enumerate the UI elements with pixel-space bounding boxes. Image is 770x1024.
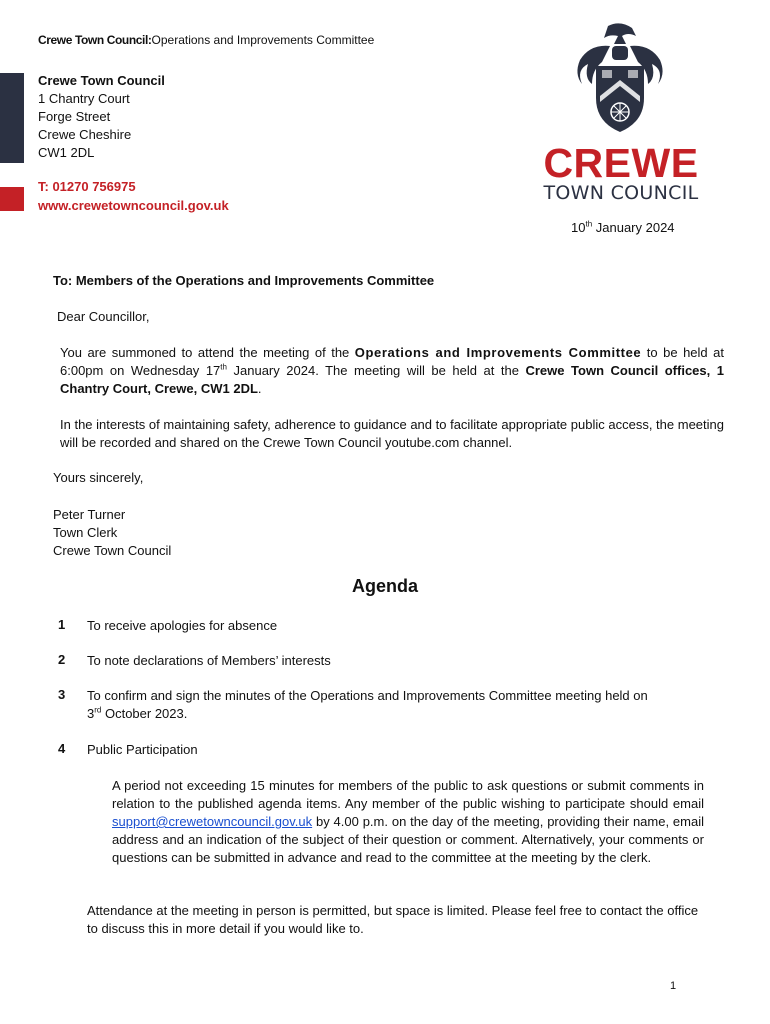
salutation: Dear Councillor,: [57, 309, 150, 324]
header-committee: Operations and Improvements Committee: [151, 33, 375, 47]
council-crest-icon: [570, 22, 670, 134]
minutes-text: To confirm and sign the minutes of the Operations and Improvements Committee meeting held on: [87, 688, 648, 703]
council-logo: [535, 140, 707, 204]
pp-text-b: by 4.00 p.m. on the day of the meeting, providing their name, email address and an indication of the subject of their question or comment. Alternatively, your comments or questions can be submitted in advance and read to the committee at the meeting by the clerk.: [112, 814, 704, 865]
address-line3: Crewe Cheshire: [38, 127, 132, 142]
date-suffix: th: [585, 219, 593, 229]
agenda-item-text: To receive apologies for absence: [87, 618, 278, 633]
website-link[interactable]: www.crewetowncouncil.gov.uk: [38, 198, 229, 213]
letter-date: [571, 220, 675, 235]
date-rest: January 2024: [592, 220, 675, 235]
signature-block: [53, 506, 171, 560]
recording-paragraph: In the interests of maintaining safety, adherence to guidance and to facilitate appropriate public access, the meeting will be recorded and shared on the Crewe Town Council youtube.com channel.: [60, 417, 724, 450]
address-line2: Forge Street: [38, 109, 111, 124]
address-block: [38, 72, 165, 162]
phone-number: T: 01270 756975: [38, 179, 136, 194]
summons-paragraph: [60, 344, 724, 398]
summons-text-d: .: [257, 381, 262, 396]
agenda-item-text: [87, 687, 727, 723]
agenda-item-number: 1: [58, 617, 66, 632]
address-line1: 1 Chantry Court: [38, 91, 130, 106]
summons-text-c: January 2024. The meeting will be held at the: [226, 363, 526, 378]
minutes-month: October 2023.: [101, 706, 188, 721]
support-email-link[interactable]: support@crewetowncouncil.gov.uk: [112, 814, 313, 829]
public-participation-paragraph: [112, 777, 704, 867]
agenda-item-number: 2: [58, 652, 66, 667]
agenda-item-number: 3: [58, 687, 66, 702]
pp-text-a: A period not exceeding 15 minutes for members of the public to ask questions or submit comments in relation to the published agenda items. Any member of the public wishing to participate should email: [112, 778, 704, 811]
logo-crewe: CREWE: [543, 140, 699, 186]
venue: Crewe Town Council offices, 1 Chantry Court, Crewe, CW1 2DL: [60, 363, 725, 396]
running-header: [38, 33, 374, 47]
committee-name: Operations and Improvements Committee: [354, 345, 642, 360]
page-number: 1: [670, 980, 677, 992]
closing: Yours sincerely,: [53, 470, 144, 485]
contact-block: [38, 177, 229, 215]
agenda-item-number: 4: [58, 741, 66, 756]
signer-org: Crewe Town Council: [53, 543, 172, 558]
signer-name: Peter Turner: [53, 507, 126, 522]
address-line4: CW1 2DL: [38, 145, 95, 160]
minutes-day-suffix: rd: [94, 705, 102, 715]
attendance-paragraph: Attendance at the meeting in person is permitted, but space is limited. Please feel free to contact the office to discuss this in more detail if you would like to.: [87, 903, 699, 936]
recipient-line: To: Members of the Operations and Improvements Committee: [53, 273, 435, 288]
agenda-heading: Agenda: [351, 576, 418, 596]
summons-text-b: to be held at 6:00pm on Wednesday 17: [60, 345, 724, 378]
date-day: 10: [571, 220, 586, 235]
header-org: Crewe Town Council:: [38, 33, 152, 47]
side-accent-dark: [0, 73, 24, 163]
agenda-item-text: To note declarations of Members’ interests: [87, 653, 331, 668]
summons-day-suffix: th: [220, 362, 227, 372]
logo-town-council: TOWN COUNCIL: [543, 182, 699, 204]
signer-title: Town Clerk: [53, 525, 118, 540]
agenda-item-text: Public Participation: [87, 742, 198, 757]
side-accent-red: [0, 187, 24, 211]
summons-text-a: You are summoned to attend the meeting of the: [60, 345, 355, 360]
address-name: Crewe Town Council: [38, 73, 165, 88]
minutes-day: 3: [87, 706, 95, 721]
